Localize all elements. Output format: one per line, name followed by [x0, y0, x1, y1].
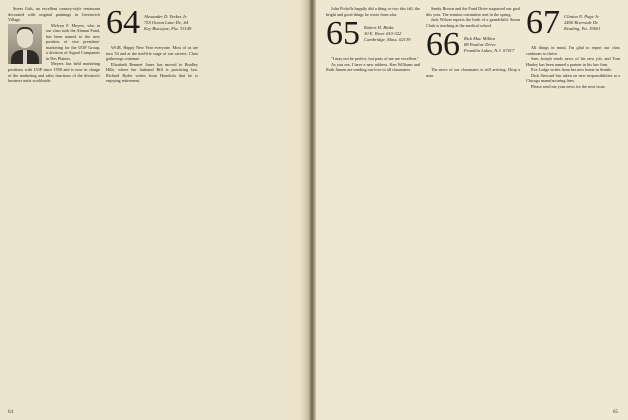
- right-col3-para-1: All things in mind, I'm glad to report our class continues to thrive.: [526, 45, 620, 56]
- right-column-1: [326, 6, 420, 73]
- right-col2-para-3: The news of our classmates is still arriving. Drop a note.: [426, 67, 520, 78]
- class-numeral: 64: [106, 4, 140, 41]
- page-number-left: 64: [8, 410, 13, 415]
- class-secretary-address: Clinton N. Page Jr. 2400 Riverside Dr. Reading, Pa. 19601: [564, 14, 601, 31]
- class-heading-67: [526, 4, 620, 42]
- left-col2-para-2: Elizabeth Rennert Jones has moved to Bradley Hills, where her husband Bill is practicing law. Richard Ryder writes from Honolulu that he is enjoying retirement.: [106, 61, 198, 84]
- right-col1-para-2: "I may not be perfect, but parts of me are excellent.": [331, 56, 419, 62]
- class-heading-66: [426, 26, 520, 64]
- right-col2-para-1: Sandy Brown and the Fund Drive surpassed our goal this year. The reunion committee met in the spring.: [426, 6, 520, 17]
- class-secretary-address: Alexander D. Yerkes Jr. 755 Ocean Lane Dr., #4 Key Biscayne, Fla. 33149: [144, 14, 192, 31]
- right-col1-para-1: John Pickells happily did a thing or two this fall, the bright and good things he wrote from afar.: [326, 6, 420, 17]
- portrait-photo: [8, 24, 42, 64]
- left-col2-para-1: WGR, Happy New Year everyone. Most of us are now 54 and at the mid-life stage of our careers. Class gatherings continue.: [106, 45, 198, 62]
- right-col2-para-2: Jack Wilson reports the birth of a grandchild. Susan Clark is teaching at the medical school.: [426, 17, 520, 28]
- left-col1-para-1: Melvyn F. Meyers, who in our class took the Alumni Fund, has been named to the new position of vice president-marketing for the UOP Group, a division of Signal Companies in Des Plaines.: [46, 22, 100, 61]
- class-numeral: 66: [426, 26, 460, 64]
- class-numeral: 67: [526, 4, 560, 41]
- class-numeral: 65: [326, 15, 360, 53]
- right-page: [316, 0, 628, 420]
- left-col1-para-2: Meyers has held marketing positions with UOP since 1958 and is now in charge of the marketing and sales functions of the division's business units worldwide.: [8, 61, 100, 84]
- right-column-3: [526, 6, 620, 89]
- page-number-right: 65: [613, 410, 618, 415]
- class-secretary-address: Rick Mac Millan 88 Pauline Drive Franklin Lakes, N.J. 07417: [464, 36, 515, 53]
- right-col3-para-4: Dick Steward has taken on new responsibilities at a Chicago manufacturing firm.: [526, 72, 620, 84]
- right-col3-para-5: Please send me your news for the next issue.: [531, 83, 606, 89]
- class-heading-64: [106, 4, 198, 42]
- right-col3-para-3: Eve Lodge writes from her new home in Seattle.: [531, 67, 613, 73]
- right-col3-para-2: Sam Joseph sends news of his new job, and Tom Hanley has been named a partner in his law firm.: [526, 56, 620, 67]
- class-secretary-address: Robert H. Blake 30 E. River #10-322 Cambridge, Mass. 02139: [364, 25, 411, 42]
- left-column-1: [8, 6, 100, 84]
- right-col1-para-3: As you see, I have a new address. Ken Williams and Ruth Jansen are sending our love to all classmates.: [326, 61, 420, 73]
- class-heading-65: [326, 15, 420, 53]
- left-column-2: [106, 6, 198, 84]
- left-page: [0, 0, 308, 420]
- left-col1-intro: Street Gals, an excellent country-style restaurant decorated with original paintings in Greenwich Village.: [8, 6, 100, 23]
- right-column-2: [426, 6, 520, 78]
